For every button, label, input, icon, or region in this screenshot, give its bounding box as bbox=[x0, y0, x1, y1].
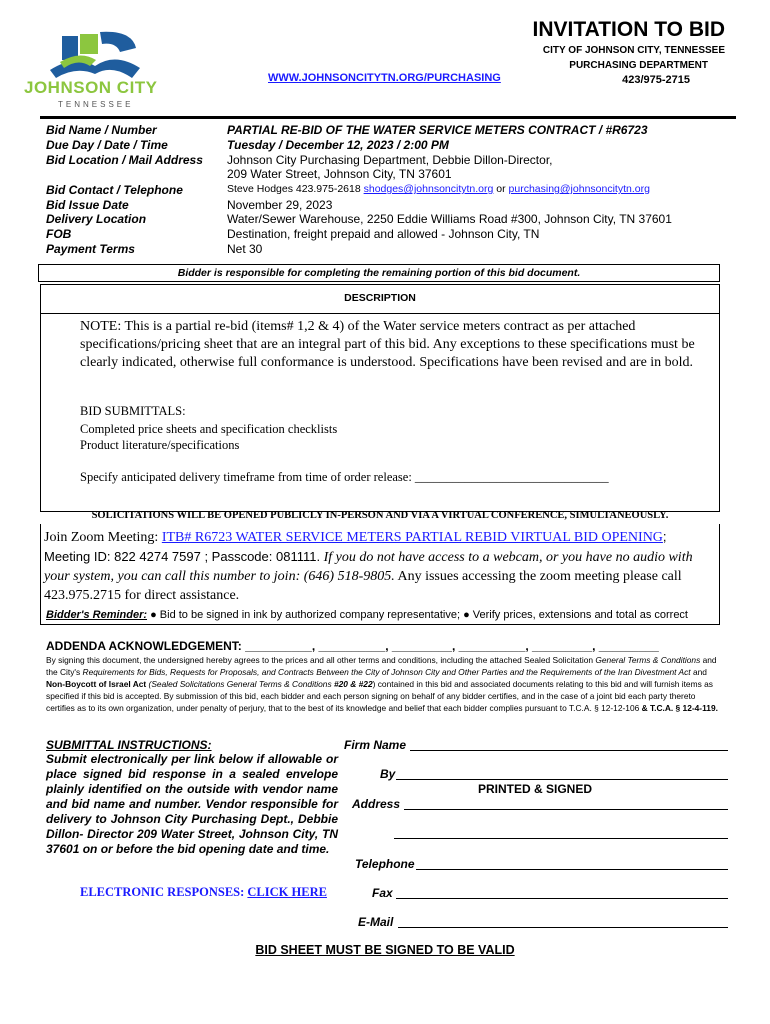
department-name: PURCHASING DEPARTMENT bbox=[569, 60, 708, 71]
addenda-text-8: #20 & #22 bbox=[333, 679, 373, 689]
addenda-heading: ADDENDA ACKNOWLEDGEMENT: __________, __________, _________, __________, _________, _________ bbox=[46, 639, 659, 653]
description-heading: DESCRIPTION bbox=[344, 292, 416, 304]
address-field[interactable] bbox=[404, 809, 728, 810]
issue-date-value: November 29, 2023 bbox=[227, 198, 333, 212]
fax-field[interactable] bbox=[396, 898, 728, 899]
solicitation-notice: SOLICITATIONS WILL BE OPENED PUBLICLY IN-PERSON AND VIA A VIRTUAL CONFERENCE, SIMULTANEOUSLY. bbox=[91, 510, 669, 521]
fax-label: Fax bbox=[372, 886, 393, 900]
label-payment: Payment Terms bbox=[46, 242, 135, 256]
label-delivery: Delivery Location bbox=[46, 212, 147, 226]
submittal-item-2: Product literature/specifications bbox=[80, 438, 240, 452]
label-location: Bid Location / Mail Address bbox=[46, 153, 203, 167]
zoom-join-label: Join Zoom Meeting: bbox=[44, 530, 162, 545]
contact-email-link[interactable]: shodges@johnsoncitytn.org bbox=[363, 183, 494, 195]
bidder-responsibility-banner: Bidder is responsible for completing the remaining portion of this bid document. bbox=[38, 264, 720, 282]
submittal-body: Submit electronically per link below if allowable or place signed bid response in a sealed envelope plainly identified on the outside with vendor name and bid name and number. Vendor responsible for delivery to Johnson City Purchasing Dept., Debbie Dillon- Director 209 Water Street, Johnson City, TN 37601 on or before the bid opening date and time. bbox=[46, 752, 338, 856]
header-divider bbox=[40, 116, 736, 119]
purchasing-url-link[interactable]: WWW.JOHNSONCITYTN.ORG/PURCHASING bbox=[268, 72, 501, 84]
submittal-heading: SUBMITTAL INSTRUCTIONS: bbox=[46, 738, 212, 752]
addenda-text-6: Non-Boycott of Israel Act bbox=[46, 679, 147, 689]
contact-name: Steve Hodges 423.975-2618 bbox=[227, 183, 361, 195]
firm-name-field[interactable] bbox=[410, 750, 728, 751]
description-divider bbox=[41, 313, 719, 314]
city-name: CITY OF JOHNSON CITY, TENNESSEE bbox=[542, 45, 725, 56]
email-field[interactable] bbox=[398, 927, 728, 928]
address-field-2[interactable] bbox=[394, 838, 728, 839]
addenda-text-3: and the City's bbox=[46, 655, 717, 677]
description-note: NOTE: This is a partial re-bid (items# 1,2 & 4) of the Water service meters contract as per attached specifications/pricing sheet that are an integral part of this bid. Any exceptions to these specifications must be clearly indicated, otherwise full conformance is understood. Specifications have been revised and are in bold. bbox=[80, 319, 695, 370]
bid-name-value: PARTIAL RE-BID OF THE WATER SERVICE METERS CONTRACT / #R6723 bbox=[227, 123, 648, 137]
printed-signed-label: PRINTED & SIGNED bbox=[478, 782, 593, 796]
electronic-responses bbox=[80, 885, 327, 900]
logo-subtext: TENNESSEE bbox=[58, 100, 134, 109]
addenda-text-1: By signing this document, the undersigned hereby agrees to the prices and all other terms and conditions, including the attached Sealed Solicitation bbox=[46, 655, 596, 665]
addenda-text-10: & T.C.A. § 12-4-119. bbox=[641, 703, 718, 713]
submittal-item-1: Completed price sheets and specification checklists bbox=[80, 422, 338, 436]
telephone-field[interactable] bbox=[416, 869, 728, 870]
logo-text: JOHNSON CITY bbox=[24, 78, 158, 97]
reminder-label: Bidder's Reminder: bbox=[46, 609, 148, 621]
johnson-city-logo bbox=[20, 22, 170, 112]
location-value-2: 209 Water Street, Johnson City, TN 37601 bbox=[227, 167, 452, 181]
zoom-phone-info: If you do not have access to a webcam, or you have no audio with your system, you can call this number to join: (646) 518-9805. bbox=[44, 550, 693, 584]
telephone-label: Telephone bbox=[355, 857, 415, 871]
addenda-text-7: (Sealed Solicitations General Terms & Conditions bbox=[146, 679, 334, 689]
label-fob: FOB bbox=[46, 227, 72, 241]
page-title: INVITATION TO BID bbox=[532, 18, 725, 41]
payment-value: Net 30 bbox=[227, 242, 263, 256]
addenda-text bbox=[46, 654, 726, 714]
location-value-1: Johnson City Purchasing Department, Debbie Dillon-Director, bbox=[227, 153, 553, 167]
zoom-issues: Any issues accessing the zoom meeting please call 423.975.2715 for direct assistance. bbox=[44, 569, 682, 603]
signature-required-notice: BID SHEET MUST BE SIGNED TO BE VALID bbox=[255, 943, 515, 957]
label-contact: Bid Contact / Telephone bbox=[46, 183, 183, 197]
bidder-reminder bbox=[46, 609, 688, 621]
contact-or: or bbox=[493, 183, 509, 195]
contact-value bbox=[227, 183, 650, 195]
email-label: E-Mail bbox=[358, 915, 394, 929]
purchasing-email-link[interactable]: purchasing@johnsoncitytn.org bbox=[508, 183, 650, 195]
firm-name-label: Firm Name bbox=[344, 738, 407, 752]
address-label: Address bbox=[352, 797, 401, 811]
addenda-text-9: ) contained in this bid and associated documents relating to this bid and will furnish items as specified if this bid is accepted. By submission of this bid, each bidder and each person signing on behalf of any bidder certifies, and in the case of a joint bid each party thereto certifies as to its own organization, under penalty of perjury, that to the best of its knowledge and belief that each bidder complies pursuant to T.C.A. § 12-12-106 bbox=[46, 679, 713, 713]
delivery-timeframe-prompt: Specify anticipated delivery timeframe from time of order release: _______________________________ bbox=[80, 470, 609, 484]
addenda-text-2: General Terms & Conditions bbox=[595, 655, 701, 665]
due-value: Tuesday / December 12, 2023 / 2:00 PM bbox=[227, 138, 449, 152]
department-phone: 423/975-2715 bbox=[622, 74, 690, 86]
label-due: Due Day / Date / Time bbox=[46, 138, 168, 152]
zoom-paragraph bbox=[44, 527, 716, 605]
by-label: By bbox=[380, 767, 396, 781]
label-bid-name: Bid Name / Number bbox=[46, 123, 157, 137]
addenda-text-5: and bbox=[690, 667, 707, 677]
zoom-meeting-link[interactable]: ITB# R6723 WATER SERVICE METERS PARTIAL REBID VIRTUAL BID OPENING bbox=[161, 530, 663, 545]
zoom-meeting-id: ; Meeting ID: 822 4274 7597 ; Passcode: 081111. bbox=[44, 529, 667, 564]
fob-value: Destination, freight prepaid and allowed - Johnson City, TN bbox=[227, 227, 540, 241]
electronic-responses-link[interactable]: CLICK HERE bbox=[247, 885, 327, 899]
label-issue-date: Bid Issue Date bbox=[46, 198, 129, 212]
signature-field[interactable] bbox=[396, 779, 728, 780]
addenda-text-4: Requirements for Bids, Requests for Proposals, and Contracts Between the City of Johnson City and Other Parties and the Requirements of the Iran Divestment Act bbox=[82, 667, 691, 677]
electronic-label: ELECTRONIC RESPONSES: bbox=[80, 885, 248, 899]
reminder-text: ● Bid to be signed in ink by authorized company representative; ● Verify prices, extensions and total as correct bbox=[147, 609, 688, 621]
delivery-value: Water/Sewer Warehouse, 2250 Eddie Williams Road #300, Johnson City, TN 37601 bbox=[227, 212, 672, 226]
submittals-title: BID SUBMITTALS: bbox=[80, 404, 186, 418]
